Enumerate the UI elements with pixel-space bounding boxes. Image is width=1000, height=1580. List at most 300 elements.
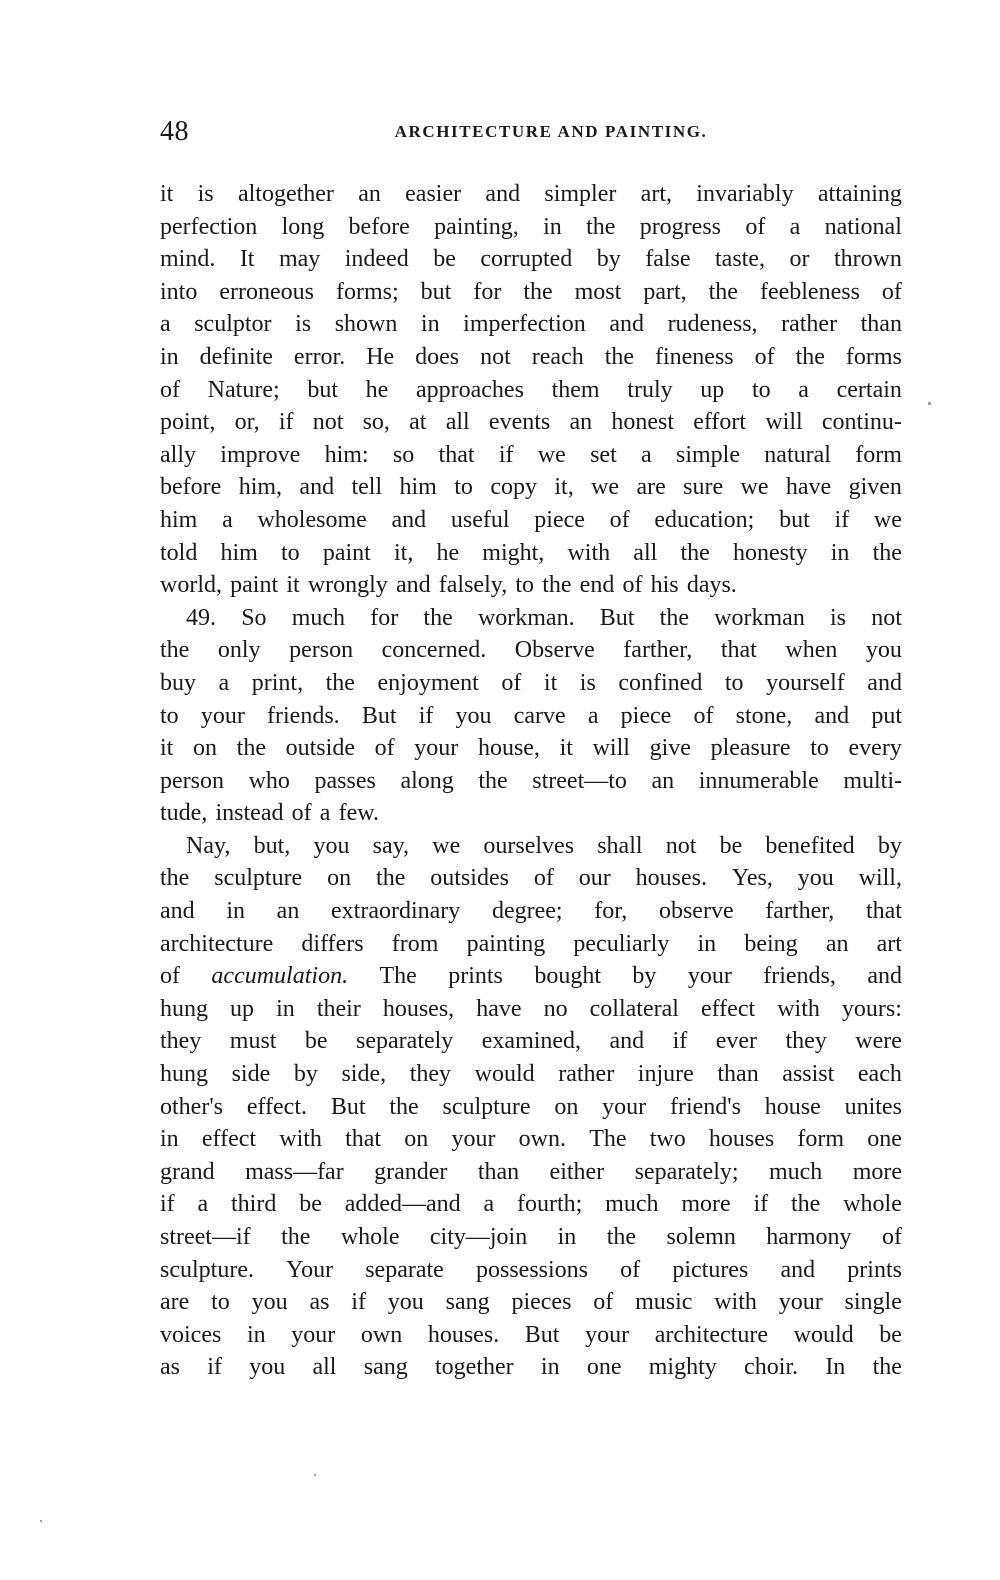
word: to <box>160 702 179 729</box>
word: whole <box>843 1191 902 1218</box>
word: with <box>777 995 820 1022</box>
word: have <box>476 995 522 1022</box>
word: wholesome <box>257 506 367 533</box>
word: Observe <box>514 637 595 664</box>
word: imperfection <box>463 311 586 338</box>
word: an <box>569 409 593 436</box>
word: but <box>307 376 338 403</box>
word: prints <box>448 963 503 990</box>
word: a <box>160 311 171 338</box>
word: told <box>160 539 198 566</box>
word: form <box>797 1126 845 1153</box>
word: workman. <box>477 604 575 631</box>
word: of <box>533 865 554 892</box>
print-speck <box>928 402 931 405</box>
word: is <box>197 181 214 207</box>
word: carve <box>513 702 566 729</box>
word: of <box>881 278 902 305</box>
word: the <box>606 1224 637 1250</box>
word: not <box>665 832 697 859</box>
word: him <box>399 474 437 501</box>
word: own. <box>518 1126 566 1153</box>
word: the <box>523 278 553 305</box>
word: outsides <box>430 865 509 892</box>
word: to <box>454 474 473 501</box>
text-line <box>160 1254 902 1287</box>
word: we <box>432 832 461 859</box>
word: or <box>789 246 810 273</box>
word: put <box>871 702 902 729</box>
word: certain <box>836 376 902 403</box>
word: at <box>409 409 427 436</box>
word: friend's <box>669 1093 741 1120</box>
word: art <box>876 930 902 957</box>
text-line <box>160 178 902 211</box>
word: by <box>877 832 902 859</box>
word: together <box>435 1354 514 1381</box>
word: painting <box>466 930 546 957</box>
word: side, <box>341 1061 387 1088</box>
word: a <box>222 506 233 533</box>
word: sculptor <box>194 311 272 338</box>
word: have <box>785 474 832 501</box>
word: stone, <box>735 702 793 729</box>
word: it <box>543 669 558 696</box>
word: reach <box>531 343 584 370</box>
word: architecture <box>654 1321 768 1348</box>
word: from <box>391 930 439 957</box>
word: in <box>276 995 295 1022</box>
text-line <box>160 341 902 374</box>
word: shall <box>597 832 643 859</box>
word: mass—far <box>245 1158 344 1185</box>
word: a <box>218 669 230 696</box>
word: unites <box>844 1093 902 1120</box>
word: the <box>708 278 738 305</box>
word: your <box>778 1289 823 1316</box>
word: him <box>160 506 198 533</box>
word: house <box>764 1093 821 1120</box>
word: up <box>230 995 255 1022</box>
text-line <box>160 960 902 993</box>
word: be <box>879 1321 902 1348</box>
word: examined, <box>481 1028 582 1055</box>
word: in <box>160 343 179 370</box>
running-head: ARCHITECTURE AND PAINTING. <box>394 122 708 141</box>
word: of <box>374 735 395 762</box>
word: sure <box>683 474 724 501</box>
word: in <box>830 539 850 566</box>
text-line <box>160 797 902 830</box>
text-line <box>160 569 902 602</box>
word: improve <box>220 441 301 468</box>
word: degree; <box>491 898 563 925</box>
word: no <box>543 995 568 1022</box>
word: and <box>814 702 850 729</box>
word: truly <box>627 376 673 403</box>
word: him <box>220 539 258 566</box>
word: side <box>231 1061 271 1088</box>
word: all <box>633 539 658 566</box>
word: you <box>865 637 902 664</box>
word: to <box>810 735 829 762</box>
word: city—join <box>429 1224 528 1250</box>
word: third <box>231 1191 277 1218</box>
word: grander <box>374 1158 448 1185</box>
word: that <box>865 898 902 925</box>
word: the <box>376 865 406 892</box>
print-speck <box>314 1474 316 1476</box>
word: for <box>370 604 399 631</box>
word: The <box>379 963 417 990</box>
word: than <box>860 311 902 338</box>
text-line <box>160 830 902 863</box>
word: every <box>848 735 902 762</box>
word: separate <box>365 1256 444 1283</box>
word: but, <box>253 832 291 859</box>
word: is <box>830 604 847 631</box>
word: if <box>351 1289 366 1316</box>
word: fourth; <box>517 1191 583 1218</box>
word: so <box>392 441 415 468</box>
word: 49. <box>186 604 216 631</box>
word: innumerable <box>698 767 819 794</box>
word: if <box>834 506 850 533</box>
word: your <box>687 963 732 990</box>
text-line <box>160 700 902 733</box>
word: a <box>798 376 809 403</box>
word: assist <box>782 1061 835 1088</box>
text-line <box>160 602 902 635</box>
word: attaining <box>817 181 902 207</box>
word: so, <box>362 409 390 436</box>
word: effect. <box>246 1093 307 1120</box>
text-line <box>160 439 902 472</box>
word: all <box>312 1354 337 1381</box>
word: the <box>542 572 572 599</box>
word: and <box>485 181 521 207</box>
word: you <box>455 702 492 729</box>
word: as <box>160 1354 180 1381</box>
word: mighty <box>648 1354 717 1381</box>
word: person <box>289 637 354 664</box>
word: shown <box>334 311 398 338</box>
word: if <box>207 1354 222 1381</box>
word: enjoyment <box>377 669 479 696</box>
word: your <box>602 1093 647 1120</box>
word: But <box>524 1321 560 1348</box>
word: perfection <box>160 213 258 240</box>
word: falsely, <box>438 572 508 599</box>
word: into <box>160 278 198 305</box>
word: multi- <box>843 767 902 794</box>
word: the <box>872 1354 902 1381</box>
word: added—and <box>344 1191 461 1218</box>
word: of <box>501 669 522 696</box>
word: a <box>641 441 652 468</box>
word: most <box>574 278 622 305</box>
word: not <box>871 604 902 631</box>
word: we <box>591 474 620 501</box>
word: peculiarly <box>573 930 670 957</box>
word: honesty <box>732 539 808 566</box>
word: wrongly <box>307 572 388 599</box>
text-line <box>160 243 902 276</box>
text-line <box>160 1351 902 1384</box>
word: either <box>549 1158 605 1185</box>
word: the <box>160 865 190 892</box>
word: much <box>291 604 346 631</box>
word: a <box>587 702 599 729</box>
word: forms <box>845 343 902 370</box>
word: houses. <box>427 1321 500 1348</box>
word: of <box>160 963 180 990</box>
word: art, <box>640 181 672 207</box>
word: end <box>579 572 615 599</box>
word: more <box>681 1191 731 1218</box>
word: him, <box>238 474 283 501</box>
word: and <box>780 1256 816 1283</box>
word: given <box>848 474 902 501</box>
word: if <box>160 1191 175 1218</box>
word: piece <box>620 702 672 729</box>
word: an <box>825 930 849 957</box>
word: may <box>278 246 321 273</box>
word: rudeness, <box>667 311 758 338</box>
word: easier <box>405 181 462 207</box>
word: he <box>365 376 389 403</box>
word: yourself <box>766 669 845 696</box>
word: not <box>312 409 344 436</box>
word: to <box>515 572 535 599</box>
word: will, <box>858 865 902 892</box>
word: be <box>299 1191 322 1218</box>
text-line <box>160 504 902 537</box>
text-line <box>160 993 902 1026</box>
word: national <box>824 213 902 240</box>
word: taste, <box>715 246 765 273</box>
word: will <box>765 409 803 436</box>
word: an <box>651 767 675 794</box>
word: false <box>645 246 691 273</box>
word: print, <box>251 669 304 696</box>
word: honest <box>611 409 674 436</box>
word: that <box>438 441 475 468</box>
word: house, <box>477 735 540 762</box>
word: forms; <box>335 278 399 305</box>
word: architecture <box>160 930 274 957</box>
word: rather <box>781 311 838 338</box>
word: by <box>293 1061 318 1088</box>
word: erroneous <box>219 278 314 305</box>
word: on <box>404 1126 429 1153</box>
print-speck <box>40 1520 42 1522</box>
word: natural <box>764 441 831 468</box>
word: the <box>795 343 825 370</box>
word: when <box>785 637 838 664</box>
word: observe <box>658 898 734 925</box>
word: a <box>483 1191 495 1218</box>
word: yours: <box>841 995 902 1022</box>
word: prints <box>847 1256 902 1283</box>
word: than <box>717 1061 759 1088</box>
word: of <box>693 702 714 729</box>
word: of <box>881 1224 902 1250</box>
word: choir. <box>744 1354 799 1381</box>
word: friends. <box>267 702 340 729</box>
word: your <box>585 1321 630 1348</box>
word: of <box>593 1289 614 1316</box>
word: is <box>579 669 596 696</box>
word: differs <box>301 930 364 957</box>
word: the <box>325 669 355 696</box>
word: be <box>304 1028 328 1055</box>
word: in <box>246 1321 266 1348</box>
word: in <box>226 898 245 925</box>
word: along <box>400 767 454 794</box>
word: the <box>389 1093 419 1120</box>
word: collateral <box>589 995 679 1022</box>
word: pleasure <box>710 735 791 762</box>
page-number: 48 <box>160 116 189 147</box>
word: might, <box>482 539 545 566</box>
word: corrupted <box>480 246 573 273</box>
word: Nature; <box>207 376 280 403</box>
word: point, <box>160 409 216 436</box>
word: But <box>330 1093 366 1120</box>
word: sculpture. <box>160 1256 254 1283</box>
word: single <box>844 1289 902 1316</box>
word: street—if <box>160 1224 251 1250</box>
text-line <box>160 667 902 700</box>
word: they <box>785 1028 827 1055</box>
word: your <box>451 1126 496 1153</box>
word: pieces <box>511 1289 572 1316</box>
word: the <box>659 604 689 631</box>
text-line <box>160 1221 902 1254</box>
word: it <box>160 735 174 762</box>
word: by <box>596 246 621 273</box>
word: and <box>299 474 335 501</box>
word: concerned. <box>381 637 487 664</box>
word: it <box>160 181 174 207</box>
word: to <box>724 669 744 696</box>
word: It <box>239 246 255 273</box>
word: separately <box>356 1028 454 1055</box>
text-line <box>160 406 902 439</box>
word: your <box>200 702 245 729</box>
word: a <box>789 213 801 240</box>
text-line <box>160 211 902 244</box>
text-line <box>160 276 902 309</box>
word: Yes, <box>731 865 773 892</box>
text-line <box>160 634 902 667</box>
word: you <box>251 1289 288 1316</box>
word: and <box>160 898 195 925</box>
word: music <box>635 1289 693 1316</box>
word: his <box>650 572 679 599</box>
word: houses, <box>382 995 455 1022</box>
word: houses. <box>635 865 707 892</box>
word: and <box>609 311 644 338</box>
word: grand <box>160 1158 215 1185</box>
word: each <box>857 1061 902 1088</box>
word: the <box>604 343 635 370</box>
word: were <box>855 1028 902 1055</box>
word: effect <box>700 995 756 1022</box>
word: two <box>649 1126 686 1153</box>
word: education; <box>654 506 755 533</box>
word: in <box>160 1126 179 1153</box>
text-line <box>160 1156 902 1189</box>
word: the <box>423 604 453 631</box>
text-line <box>160 1319 902 1352</box>
word: them <box>551 376 600 403</box>
word: possessions <box>475 1256 589 1283</box>
word: before <box>348 213 410 240</box>
word: sang <box>445 1289 490 1316</box>
word: in <box>543 213 562 240</box>
word: In <box>825 1354 846 1381</box>
word: of <box>160 376 180 403</box>
word: not <box>480 343 511 370</box>
word: of <box>622 572 643 599</box>
word: ally <box>160 441 196 468</box>
word: person <box>160 767 224 794</box>
word: for <box>473 278 502 305</box>
word: our <box>578 865 611 892</box>
word: indeed <box>344 246 409 273</box>
word: by <box>632 963 657 990</box>
word: painting, <box>434 213 519 240</box>
word: altogether <box>237 181 334 207</box>
word: only <box>217 637 261 664</box>
body-text <box>160 178 902 1384</box>
word: him: <box>324 441 369 468</box>
word: The <box>589 1126 627 1153</box>
word: you <box>797 865 834 892</box>
word: that <box>345 1126 382 1153</box>
word: would <box>474 1061 535 1088</box>
text-line <box>160 765 902 798</box>
word: the <box>478 767 508 794</box>
word: of <box>609 506 630 533</box>
word: are <box>636 474 666 501</box>
word: up <box>700 376 725 403</box>
word: few. <box>338 800 380 827</box>
word: injure <box>637 1061 694 1088</box>
word: be <box>719 832 743 859</box>
word: one <box>867 1126 902 1153</box>
word: Nay, <box>186 832 231 859</box>
word: more <box>852 1158 902 1185</box>
word: are <box>160 1289 190 1316</box>
word: rather <box>558 1061 615 1088</box>
word: will <box>592 735 630 762</box>
word: it, <box>393 539 414 566</box>
word: set <box>590 441 617 468</box>
word: extraordinary <box>331 898 461 925</box>
word: on <box>193 735 217 762</box>
text-line <box>160 928 902 961</box>
word: effect <box>201 1126 257 1153</box>
word: and <box>867 669 902 696</box>
word: it <box>559 735 573 762</box>
word: But <box>361 702 397 729</box>
word: does <box>415 343 460 370</box>
text-line <box>160 732 902 765</box>
word: error. <box>293 343 346 370</box>
